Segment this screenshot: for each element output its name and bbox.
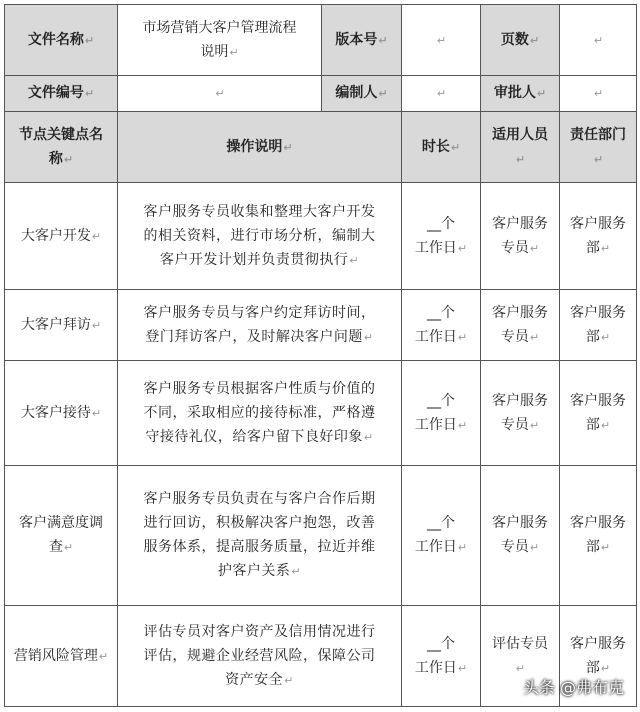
header-row-1 <box>5 5 637 76</box>
staff-cell: 评估专员↵ <box>481 606 560 707</box>
column-header-row <box>5 112 637 183</box>
duration-cell: __个 工作日↵ <box>402 290 481 361</box>
operation-cell: 客户服务专员根据客户性质与价值的 不同，采取相应的接待标准，严格遵 守接待礼仪，给客户留下良好印象↵ <box>118 361 402 466</box>
staff-cell: 客户服务 专员↵ <box>481 290 560 361</box>
operation-cell: 评估专员对客户资产及信用情况进行 评估，规避企业经营风险，保障公司 资产安全↵ <box>118 606 402 707</box>
node-cell: 大客户开发↵ <box>5 183 118 290</box>
col-duration: 时长↵ <box>402 112 481 183</box>
operation-cell: 客户服务专员与客户约定拜访时间， 登门拜访客户，及时解决客户问题↵ <box>118 290 402 361</box>
table-row <box>5 290 637 361</box>
operation-cell: 客户服务专员负责在与客户合作后期 进行回访，积极解决客户抱怨，改善 服务体系，提高服务质量，拉近并维 护客户关系↵ <box>118 466 402 606</box>
staff-cell: 客户服务 专员↵ <box>481 466 560 606</box>
duration-cell: __个 工作日↵ <box>402 183 481 290</box>
duration-cell: __个 工作日↵ <box>402 466 481 606</box>
col-dept: 责任部门↵ <box>560 112 637 183</box>
editor-label: 编制人↵ <box>322 76 402 112</box>
reviewer-value: ↵ <box>560 76 637 112</box>
dept-cell: 客户服务 部↵ <box>560 290 637 361</box>
reviewer-label: 审批人↵ <box>481 76 560 112</box>
dept-cell: 客户服务 部↵ <box>560 183 637 290</box>
version-value: ↵ <box>402 5 481 76</box>
col-staff: 适用人员↵ <box>481 112 560 183</box>
table-row <box>5 183 637 290</box>
col-operation: 操作说明↵ <box>118 112 402 183</box>
operation-cell: 客户服务专员收集和整理大客户开发 的相关资料，进行市场分析，编制大 客户开发计划并负责贯彻执行↵ <box>118 183 402 290</box>
node-cell: 营销风险管理↵ <box>5 606 118 707</box>
dept-cell: 客户服务 部↵ <box>560 466 637 606</box>
duration-cell: __个 工作日↵ <box>402 361 481 466</box>
version-label: 版本号↵ <box>322 5 402 76</box>
table-row <box>5 466 637 606</box>
dept-cell: 客户服务 部↵ <box>560 361 637 466</box>
watermark: 头条 @弗布克 <box>522 678 624 697</box>
table-row <box>5 361 637 466</box>
header-row-2 <box>5 76 637 112</box>
staff-cell: 客户服务 专员↵ <box>481 183 560 290</box>
node-cell: 大客户拜访↵ <box>5 290 118 361</box>
duration-cell: __个 工作日↵ <box>402 606 481 707</box>
process-table <box>4 4 637 707</box>
node-cell: 大客户接待↵ <box>5 361 118 466</box>
dept-cell: 客户服务 部↵ <box>560 606 637 707</box>
node-cell: 客户满意度调 查↵ <box>5 466 118 606</box>
page-count-value: ↵ <box>560 5 637 76</box>
col-node: 节点关键点名 称↵ <box>5 112 118 183</box>
file-name-label: 文件名称↵ <box>5 5 118 76</box>
staff-cell: 客户服务 专员↵ <box>481 361 560 466</box>
editor-value: ↵ <box>402 76 481 112</box>
file-code-value: ↵ <box>118 76 322 112</box>
file-name-value: 市场营销大客户管理流程 说明↵ <box>118 5 322 76</box>
file-code-label: 文件编号↵ <box>5 76 118 112</box>
page-count-label: 页数↵ <box>481 5 560 76</box>
